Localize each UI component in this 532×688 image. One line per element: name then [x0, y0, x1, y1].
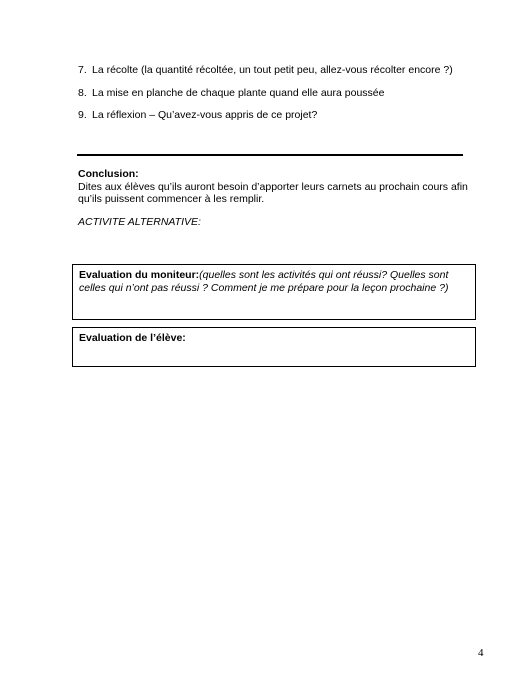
student-evaluation-label: Evaluation de l’élève: — [79, 332, 186, 344]
section-divider — [77, 154, 463, 156]
conclusion-section — [78, 168, 468, 206]
student-evaluation-box[interactable] — [72, 327, 476, 367]
list-number: 9. — [78, 109, 87, 121]
list-item-7 — [78, 64, 453, 77]
list-item-8 — [78, 87, 384, 100]
list-number: 8. — [78, 87, 87, 99]
monitor-evaluation-prompt: (quelles sont les activités qui ont réussi? Quelles sont celles qui n’ont pas réussi ? Comment je me prépare pour la leçon prochaine ?) — [79, 269, 449, 294]
monitor-evaluation-box[interactable] — [72, 264, 476, 320]
conclusion-body: Dites aux élèves qu’ils auront besoin d’apporter leurs carnets au prochain cours afin qu’ils puissent commencer à les remplir. — [78, 180, 468, 205]
list-text: La réflexion – Qu’avez-vous appris de ce projet? — [92, 109, 318, 121]
list-text: La mise en planche de chaque plante quand elle aura poussée — [92, 87, 385, 99]
alternative-activity-heading: ACTIVITE ALTERNATIVE: — [78, 216, 201, 228]
monitor-evaluation-label: Evaluation du moniteur: — [79, 269, 200, 281]
page-number: 4 — [478, 647, 484, 659]
list-item-9 — [78, 109, 317, 122]
list-number: 7. — [78, 64, 87, 76]
list-text: La récolte (la quantité récoltée, un tout petit peu, allez-vous récolter encore ?) — [92, 64, 453, 76]
conclusion-title: Conclusion: — [78, 168, 139, 180]
